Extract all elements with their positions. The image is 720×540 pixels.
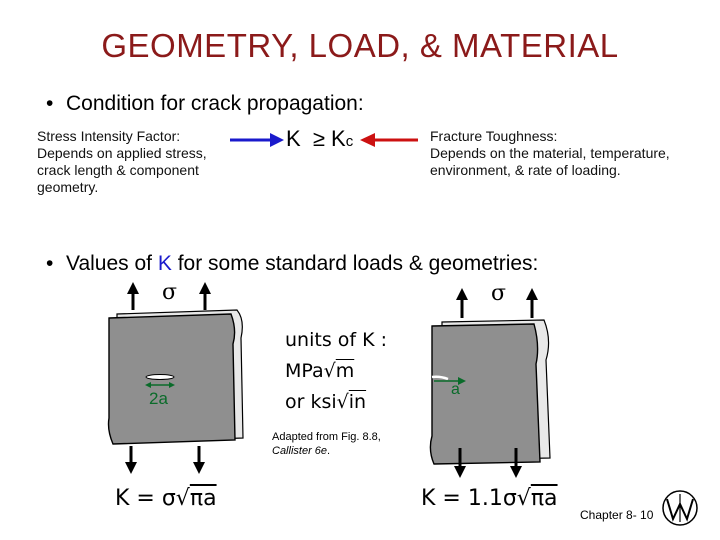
units-heading: units of K : [285, 329, 388, 351]
university-logo-icon [660, 488, 700, 528]
arrow-head-icon [193, 462, 205, 474]
formula-text: K = σ [115, 486, 176, 511]
k-symbol: K [286, 126, 301, 151]
slide-title: GEOMETRY, LOAD, & MATERIAL [101, 27, 619, 64]
arrow-head-icon [526, 288, 538, 300]
arrow-head-icon [199, 282, 211, 294]
sqrt-icon: √ [516, 486, 531, 511]
kc-symbol: K [331, 126, 346, 151]
plate-body [430, 324, 540, 464]
units-of-k [285, 328, 387, 415]
bullet-text: for some standard loads & geometries: [171, 252, 539, 275]
source-line: Adapted from Fig. 8.8, [272, 431, 381, 443]
source-book: Callister 6e [272, 445, 328, 457]
units-radicand: in [348, 391, 367, 413]
sqrt-icon: √ [336, 391, 349, 413]
arrow-head-icon [510, 466, 522, 478]
crack-condition [286, 126, 353, 152]
formula-text: K = 1.1σ [421, 486, 517, 511]
bullet-dot: • [46, 92, 54, 115]
kc-subscript: c [345, 133, 354, 150]
edge-crack-plate-diagram [420, 280, 565, 490]
units-text: or ksi [285, 391, 337, 413]
source-line [272, 444, 381, 458]
note-line: geometry. [37, 179, 99, 195]
center-crack-plate-diagram [95, 280, 265, 485]
crack-length-label-right: a [451, 381, 460, 398]
formula-center-crack [115, 486, 217, 511]
red-arrow-icon [358, 132, 420, 148]
note-line: crack length & component [37, 162, 199, 178]
note-line: Depends on the material, temperature, [430, 145, 670, 161]
bullet-text: Condition for crack propagation: [66, 92, 364, 115]
slide-footer: Chapter 8- 10 [580, 508, 654, 522]
fracture-toughness-note [430, 128, 715, 179]
source-punct: . [327, 445, 331, 457]
formula-radicand: πa [530, 486, 558, 511]
ge-symbol: ≥ [312, 126, 325, 151]
arrow-head-icon [127, 282, 139, 294]
crack-length-label-left: 2a [149, 389, 168, 408]
units-mpa [285, 359, 387, 384]
figure-source-note [272, 430, 381, 458]
note-line: Fracture Toughness: [430, 128, 558, 144]
sigma-label-right: σ [491, 281, 507, 306]
bullet-crack-propagation [46, 92, 364, 116]
units-text: MPa [285, 360, 324, 382]
arrow-head-icon [456, 288, 468, 300]
sqrt-icon: √ [323, 360, 336, 382]
bullet-values-of-k [46, 252, 538, 276]
stress-intensity-note [37, 128, 247, 196]
sigma-label-left: σ [162, 280, 178, 305]
crack-icon [146, 375, 174, 380]
bullet-dot: • [46, 252, 54, 275]
formula-edge-crack [421, 486, 558, 511]
blue-arrow-icon [228, 132, 286, 148]
arrow-head-icon [125, 462, 137, 474]
sqrt-icon: √ [175, 486, 190, 511]
note-line: Depends on applied stress, [37, 145, 207, 161]
k-highlight: K [157, 252, 172, 275]
note-line: environment, & rate of loading. [430, 162, 621, 178]
arrow-head-icon [454, 466, 466, 478]
formula-radicand: πa [189, 486, 217, 511]
units-radicand: m [335, 360, 355, 382]
bullet-text: Values of [66, 252, 158, 275]
units-ksi [285, 390, 387, 415]
note-line: Stress Intensity Factor: [37, 128, 181, 144]
